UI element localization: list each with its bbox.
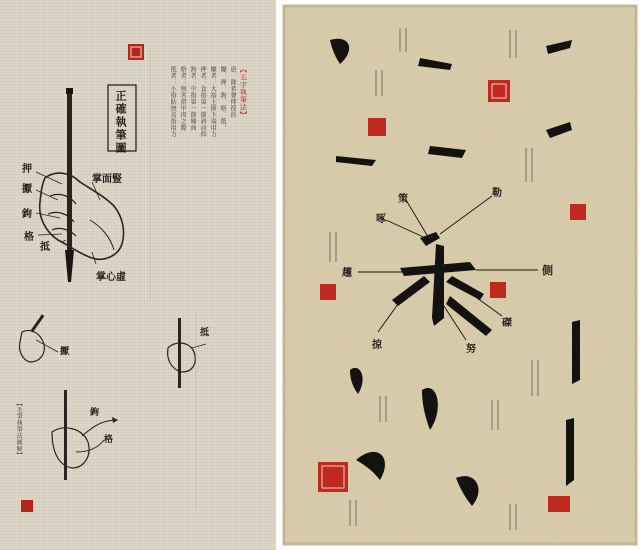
quote-line-7: 抵者：小指貼無名指用力 xyxy=(169,66,177,138)
brush-tip xyxy=(65,250,74,282)
stroke-label-zhuo: 啄 xyxy=(376,214,386,225)
red-seal-bottom xyxy=(21,500,33,512)
stroke-label-ce2: 策 xyxy=(398,194,408,205)
label-ya: 押 xyxy=(22,164,32,175)
red-seal-top xyxy=(128,44,144,60)
stroke-label-le: 勒 xyxy=(492,188,502,199)
stroke-label-lue: 掠 xyxy=(372,340,382,351)
eight-principles-panel xyxy=(280,0,640,550)
label-ge: 格 xyxy=(24,232,34,243)
stroke-label-ce: 側 xyxy=(542,264,553,277)
quote-line-1: 唐．陸希聲傳授的 xyxy=(229,66,237,118)
quote-line-3: 擫者：大指上節下端用力 xyxy=(209,66,217,138)
label-xu: 掌心虛 xyxy=(96,272,126,283)
quote-title: 【五字執筆法】 xyxy=(239,66,248,119)
stroke-label-nu: 努 xyxy=(466,344,476,355)
brush-shaft xyxy=(67,90,72,250)
quote-line-6: 格者：無名指甲肉之際 xyxy=(179,66,187,131)
lower-label-gou: 鉤 xyxy=(90,408,100,418)
lower-label-ge: 格 xyxy=(104,435,114,445)
lower-label-e: 擫 xyxy=(60,347,70,357)
lower-label-di: 抵 xyxy=(200,328,210,338)
label-di: 抵 xyxy=(40,242,50,253)
page-title: 正確執筆圖 xyxy=(114,90,127,155)
brush-holding-panel xyxy=(0,0,276,550)
label-gou: 鉤 xyxy=(22,209,32,220)
yong-character-diagram xyxy=(280,0,640,550)
label-e: 擫 xyxy=(22,184,32,195)
stroke-label-ti: 趯 xyxy=(342,268,352,279)
quote-line-5: 鉤者：中指第一節彎曲 xyxy=(189,66,197,131)
stroke-label-zhe: 磔 xyxy=(502,318,512,329)
side-book-title: 【毛筆執筆法圖解】 xyxy=(15,400,23,459)
label-shu: 掌面豎 xyxy=(92,174,122,185)
quote-line-4: 押者：食指第一節斜而仰 xyxy=(199,66,207,138)
quote-line-2: 擫、押、鉤、格、抵， xyxy=(219,66,227,131)
